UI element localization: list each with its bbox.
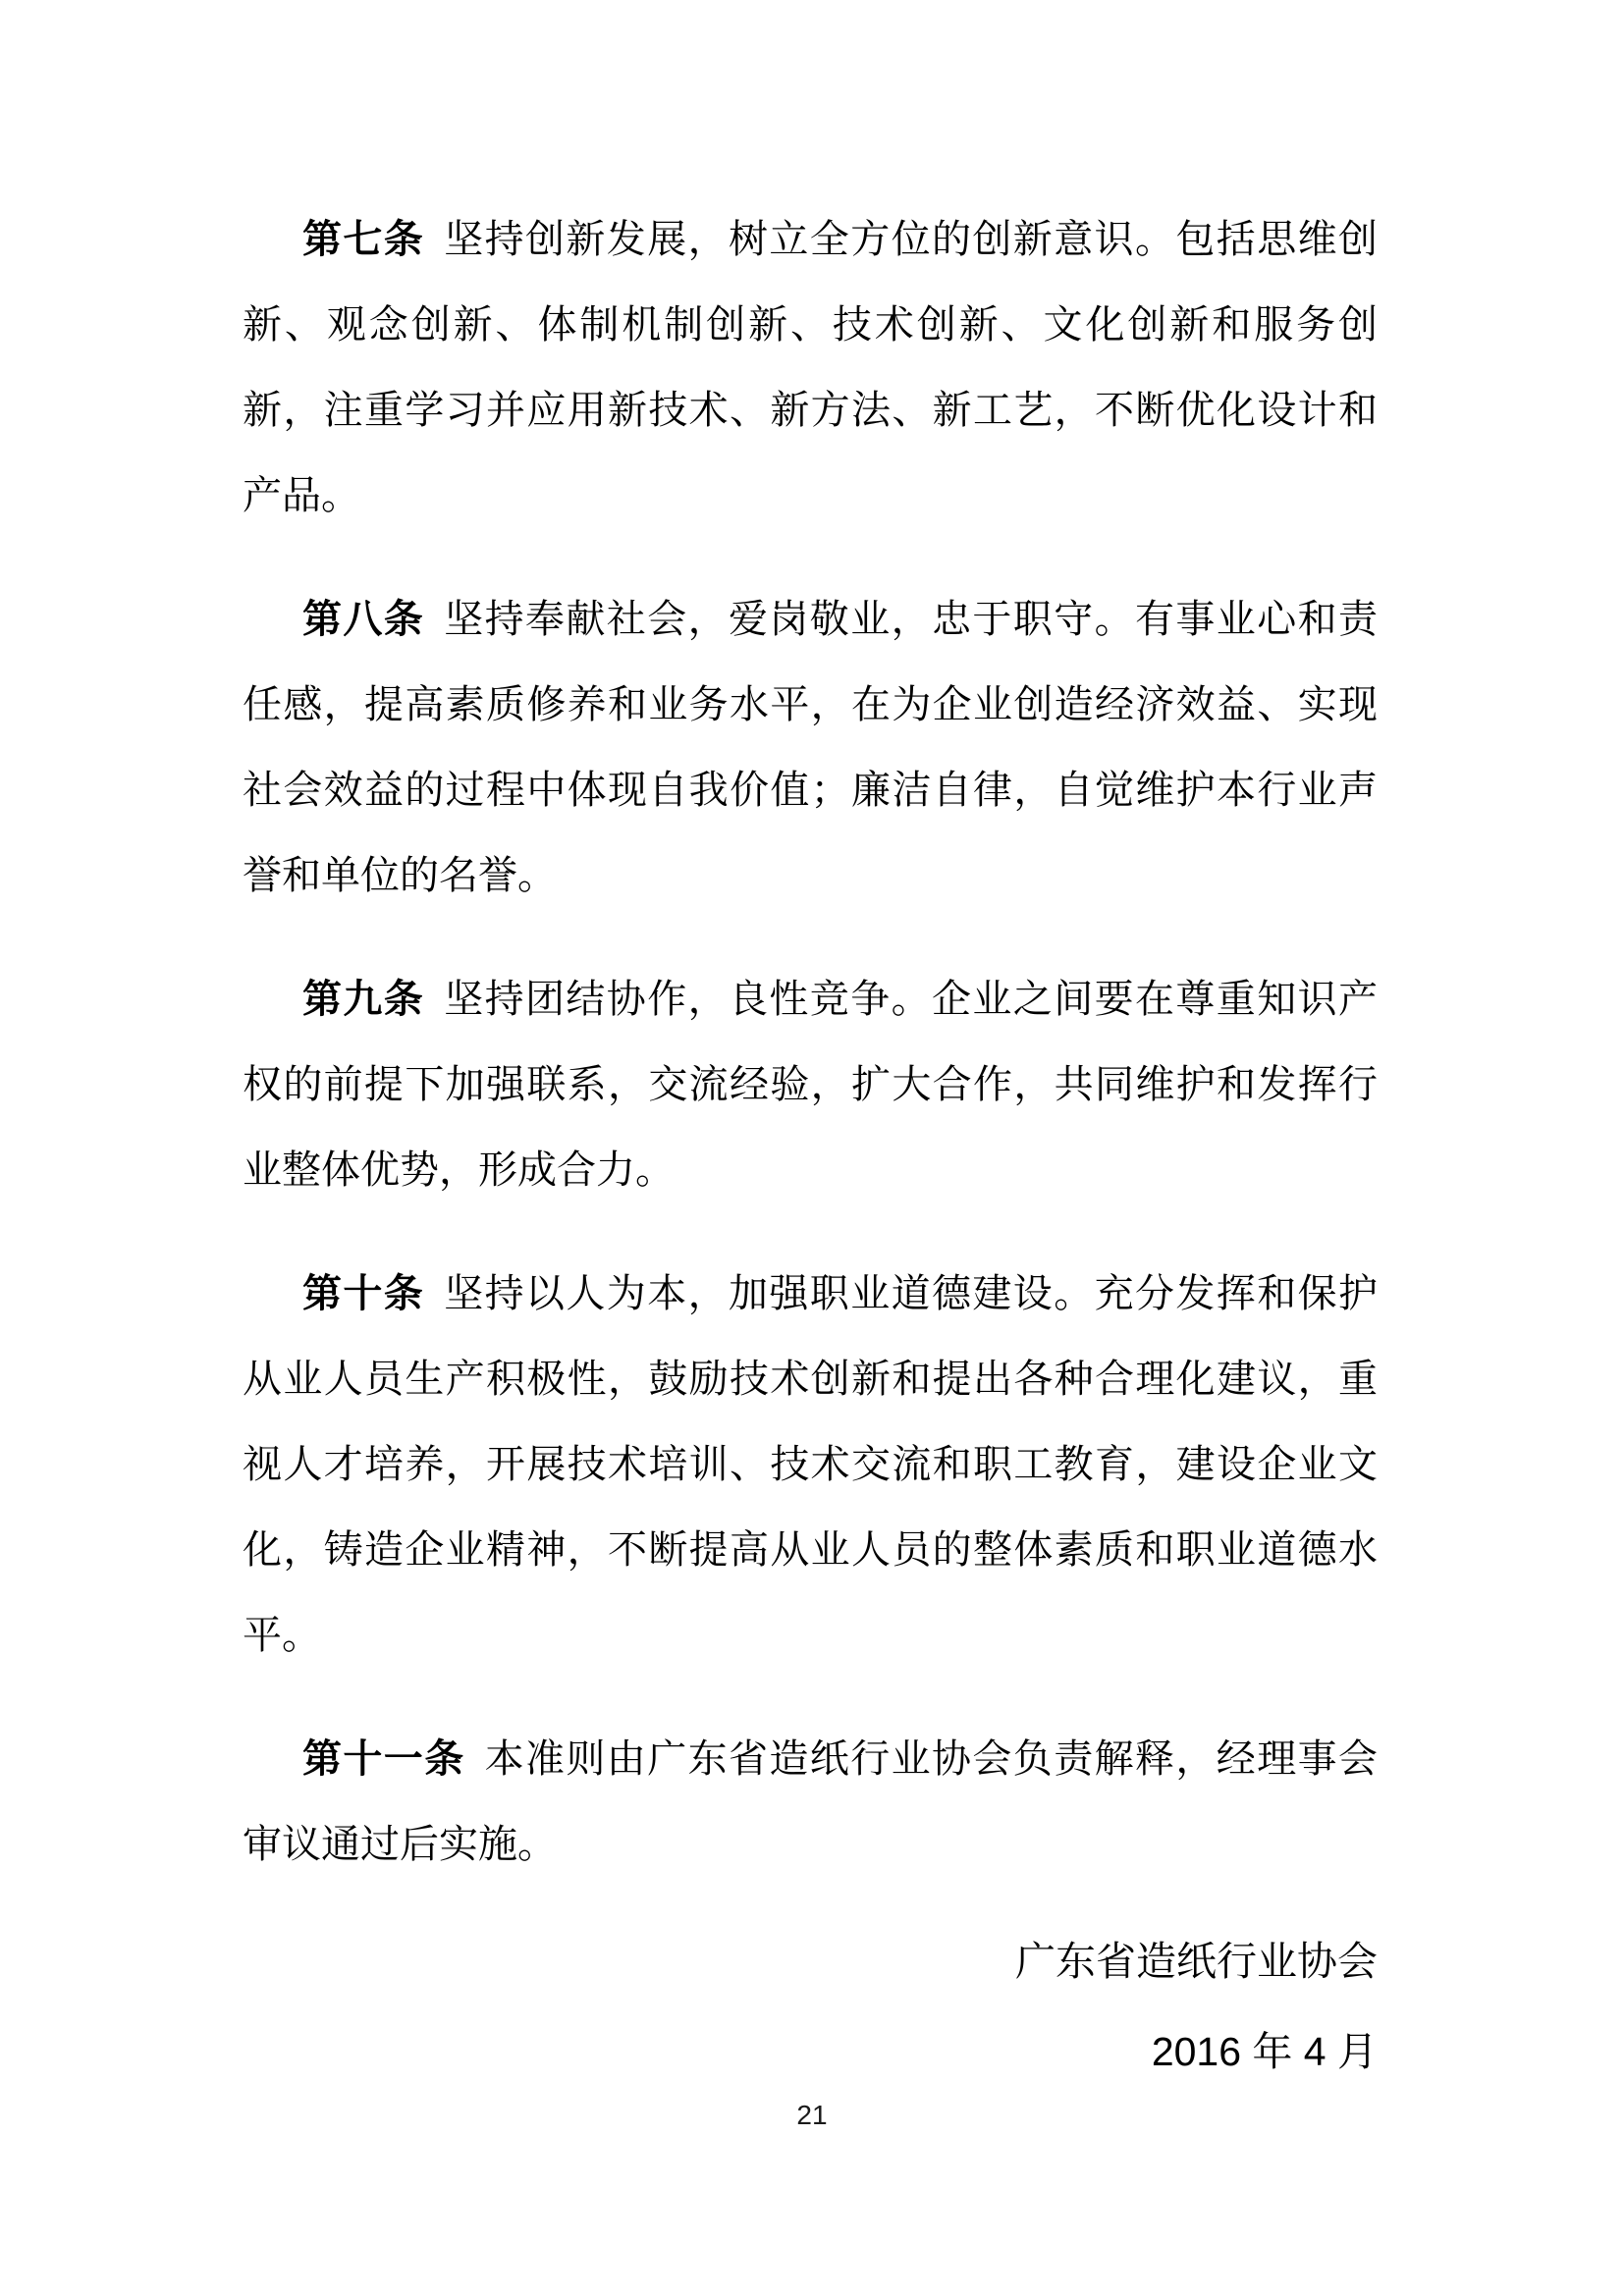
article-paragraph-11 xyxy=(243,1716,1378,1887)
article-paragraph-8 xyxy=(243,576,1378,918)
article-text: 坚持团结协作，良性竞争。企业之间要在尊重知识产权的前提下加强联系，交流经验，扩大合作，共同维护和发挥行业整体优势，形成合力。 xyxy=(243,977,1379,1192)
article-number-label: 第十条 xyxy=(302,1271,425,1315)
article-text: 坚持创新发展，树立全方位的创新意识。包括思维创新、观念创新、体制机制创新、技术创新、文化创新和服务创新，注重学习并应用新技术、新方法、新工艺，不断优化设计和产品。 xyxy=(243,217,1379,517)
article-number-label: 第七条 xyxy=(302,217,425,261)
article-text: 坚持以人为本，加强职业道德建设。充分发挥和保护从业人员生产积极性，鼓励技术创新和提出各种合理化建议，重视人才培养，开展技术培训、技术交流和职工教育，建设企业文化，铸造企业精神，不断提高从业人员的整体素质和职业道德水平。 xyxy=(243,1271,1379,1657)
signature-date: 2016 年 4 月 xyxy=(1151,2029,1378,2074)
article-number-label: 第八条 xyxy=(302,597,425,641)
article-number-label: 第九条 xyxy=(302,977,425,1021)
article-paragraph-7 xyxy=(243,196,1378,538)
article-paragraph-9 xyxy=(243,956,1378,1212)
article-number-label: 第十一条 xyxy=(302,1736,465,1781)
article-text: 本准则由广东省造纸行业协会负责解释，经理事会审议通过后实施。 xyxy=(243,1736,1379,1866)
article-paragraph-10 xyxy=(243,1251,1378,1678)
document-body xyxy=(243,196,1378,1925)
signature-block xyxy=(1015,1916,1378,2097)
article-text: 坚持奉献社会，爱岗敬业，忠于职守。有事业心和责任感，提高素质修养和业务水平，在为企业创造经济效益、实现社会效益的过程中体现自我价值；廉洁自律，自觉维护本行业声誉和单位的名誉。 xyxy=(243,597,1379,897)
page-number: 21 xyxy=(796,2100,828,2130)
signature-organization: 广东省造纸行业协会 xyxy=(1015,1939,1378,1984)
